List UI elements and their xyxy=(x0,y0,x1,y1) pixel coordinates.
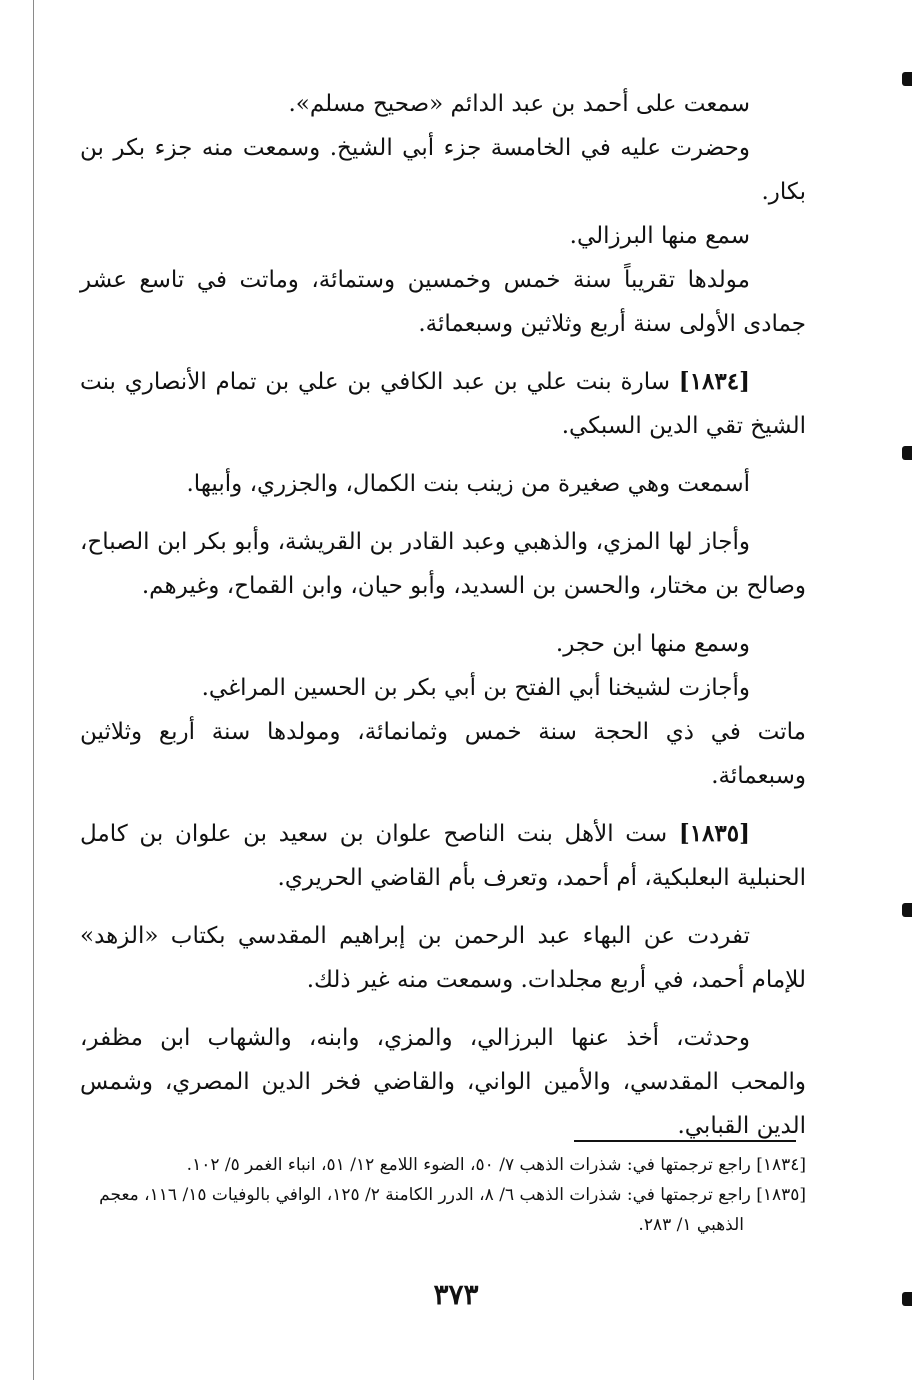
entry-number: [١٨٣٥] xyxy=(678,820,751,847)
page-gutter-line xyxy=(33,0,34,1380)
footnotes xyxy=(80,1150,806,1240)
entry-1835 xyxy=(80,812,806,1148)
body-line: وحضرت عليه في الخامسة جزء أبي الشيخ. وسمعت منه جزء بكر بن بكار. xyxy=(80,135,806,205)
entry-heading xyxy=(80,812,806,900)
entry-paragraph: وحدثت، أخذ عنها البرزالي، والمزي، وابنه، والشهاب ابن مظفر، والمحب المقدسي، والأمين الواني، والقاضي فخر الدين المصري، وشمس الدين القبابي. xyxy=(80,1025,806,1139)
entry-paragraph: وسمع منها ابن حجر. xyxy=(555,631,750,657)
entry-paragraph: تفردت عن البهاء عبد الرحمن بن إبراهيم المقدسي بكتاب «الزهد» للإمام أحمد، في أربع مجلدات. وسمعت منه غير ذلك. xyxy=(80,923,806,993)
entry-paragraph: أسمعت وهي صغيرة من زينب بنت الكمال، والجزري، وأبيها. xyxy=(186,471,750,497)
edge-tab-mark xyxy=(902,446,912,460)
entry-heading xyxy=(80,360,806,448)
entry-paragraph: وأجازت لشيخنا أبي الفتح بن أبي بكر بن الحسين المراغي. xyxy=(201,675,750,701)
edge-tab-mark xyxy=(902,903,912,917)
footnote-1835: [١٨٣٥] راجع ترجمتها في: شذرات الذهب ٦/ ٨، الدرر الكامنة ٢/ ١٢٥، الوافي بالوفيات ١٥/ ١١٦، معجم xyxy=(99,1185,806,1205)
previous-entry-continuation xyxy=(80,82,806,346)
body-line: مولدها تقريباً سنة خمس وخمسين وستمائة، وماتت في تاسع عشر جمادى الأولى سنة أربع وثلاثين وسبعمائة. xyxy=(80,267,806,337)
entry-heading-text: سارة بنت علي بن عبد الكافي بن علي بن تمام الأنصاري بنت الشيخ تقي الدين السبكي. xyxy=(80,369,806,439)
entry-heading-text: ست الأهل بنت الناصح علوان بن سعيد بن علوان بن كامل الحنبلية البعلبكية، أم أحمد، وتعرف بأم القاضي الحريري. xyxy=(80,821,806,891)
entry-number: [١٨٣٤] xyxy=(678,368,750,395)
footnote-separator xyxy=(574,1140,796,1142)
page-body xyxy=(80,82,806,1148)
page-number: ٣٧٣ xyxy=(433,1278,479,1311)
entry-1834 xyxy=(80,360,806,798)
body-line: سمع منها البرزالي. xyxy=(569,223,750,249)
edge-tab-mark xyxy=(902,72,912,86)
entry-paragraph: وأجاز لها المزي، والذهبي وعبد القادر بن القريشة، وأبو بكر ابن الصباح، وصالح بن مختار، والحسن بن السديد، وأبو حيان، وابن القماح، وغيرهم. xyxy=(80,529,806,599)
entry-paragraph: ماتت في ذي الحجة سنة خمس وثمانمائة، ومولدها سنة أربع وثلاثين وسبعمائة. xyxy=(80,719,806,789)
body-line: سمعت على أحمد بن عبد الدائم «صحيح مسلم». xyxy=(288,91,750,117)
footnote-1835-continuation: الذهبي ١/ ٢٨٣. xyxy=(638,1215,744,1235)
footnote-1834: [١٨٣٤] راجع ترجمتها في: شذرات الذهب ٧/ ٥٠، الضوء اللامع ١٢/ ٥١، انباء الغمر ٥/ ١٠٢. xyxy=(186,1155,806,1175)
